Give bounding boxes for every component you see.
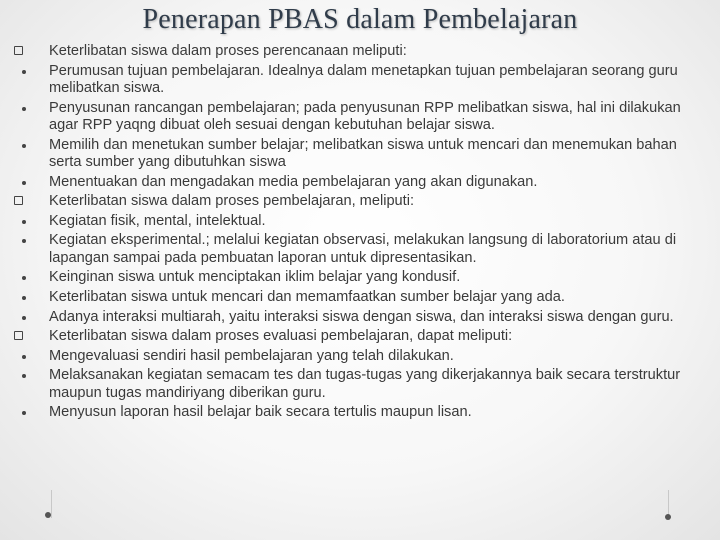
bullet-dot-icon xyxy=(10,367,49,402)
list-item-text: Adanya interaksi multiarah, yaitu interaksi siswa dengan siswa, dan interaksi siswa dengan guru. xyxy=(49,308,674,325)
list-item xyxy=(10,348,710,365)
slide-title: Penerapan PBAS dalam Pembelajaran xyxy=(142,4,578,35)
list-item xyxy=(10,137,710,172)
bullet-dot-icon xyxy=(10,289,49,306)
bullet-dot-icon xyxy=(10,232,49,267)
bullet-dot-icon xyxy=(10,100,49,135)
bullet-list xyxy=(10,43,710,424)
checkbox-bullet-icon xyxy=(10,43,49,60)
list-item xyxy=(10,289,710,306)
list-item xyxy=(10,269,710,286)
bullet-dot-icon xyxy=(10,174,49,191)
bullet-dot-icon xyxy=(10,213,49,230)
list-item-text: Keterlibatan siswa dalam proses evaluasi pembelajaran, dapat meliputi: xyxy=(49,328,513,345)
list-item-text: Melaksanakan kegiatan semacam tes dan tugas-tugas yang dikerjakannya baik secara terstruktur maupun tugas mandiriyang diberikan guru. xyxy=(49,367,681,401)
list-item-text: Kegiatan fisik, mental, intelektual. xyxy=(49,212,266,229)
list-item xyxy=(10,43,710,60)
list-item-text: Perumusan tujuan pembelajaran. Idealnya dalam menetapkan tujuan pembelajaran seorang guru melibatkan siswa. xyxy=(49,62,678,96)
list-item-text: Keinginan siswa untuk menciptakan iklim belajar yang kondusif. xyxy=(49,269,461,286)
list-item-text: Keterlibatan siswa dalam proses perencanaan meliputi: xyxy=(49,43,407,59)
list-item xyxy=(10,309,710,326)
decorative-dot-right xyxy=(665,514,671,520)
bullet-dot-icon xyxy=(10,137,49,172)
checkbox-bullet-icon xyxy=(10,193,49,210)
list-item-text: Menentuakan dan mengadakan media pembelajaran yang akan digunakan. xyxy=(49,173,538,190)
list-item xyxy=(10,193,710,210)
list-item xyxy=(10,63,710,98)
decorative-line-left xyxy=(51,490,52,518)
list-item-text: Keterlibatan siswa dalam proses pembelajaran, meliputi: xyxy=(49,193,415,210)
list-item-text: Mengevaluasi sendiri hasil pembelajaran yang telah dilakukan. xyxy=(49,347,454,364)
list-item xyxy=(10,232,710,267)
bullet-dot-icon xyxy=(10,309,49,326)
bullet-dot-icon xyxy=(10,63,49,98)
checkbox-bullet-icon xyxy=(10,328,49,345)
bullet-dot-icon xyxy=(10,404,49,421)
list-item xyxy=(10,213,710,230)
list-item xyxy=(10,328,710,345)
list-item-text: Kegiatan eksperimental.; melalui kegiatan observasi, melakukan langsung di laboratorium atau di lapangan sampai pada pembuatan laporan untuk dipresentasikan. xyxy=(49,232,677,266)
bullet-dot-icon xyxy=(10,269,49,286)
list-item xyxy=(10,367,710,402)
list-item xyxy=(10,404,710,421)
bullet-dot-icon xyxy=(10,348,49,365)
list-item-text: Menyusun laporan hasil belajar baik secara tertulis maupun lisan. xyxy=(49,404,472,421)
decorative-dot-left xyxy=(45,512,51,518)
list-item-text: Keterlibatan siswa untuk mencari dan memamfaatkan sumber belajar yang ada. xyxy=(49,288,565,305)
list-item xyxy=(10,174,710,191)
list-item xyxy=(10,100,710,135)
list-item-text: Memilih dan menetukan sumber belajar; melibatkan siswa untuk mencari dan menemukan bahan serta sumber yang dibutuhkan siswa xyxy=(49,136,677,170)
list-item-text: Penyusunan rancangan pembelajaran; pada penyusunan RPP melibatkan siswa, hal ini dilakukan agar RPP yaqng dibuat oleh sesuai dengan kebutuhan belajar siswa. xyxy=(49,99,681,133)
